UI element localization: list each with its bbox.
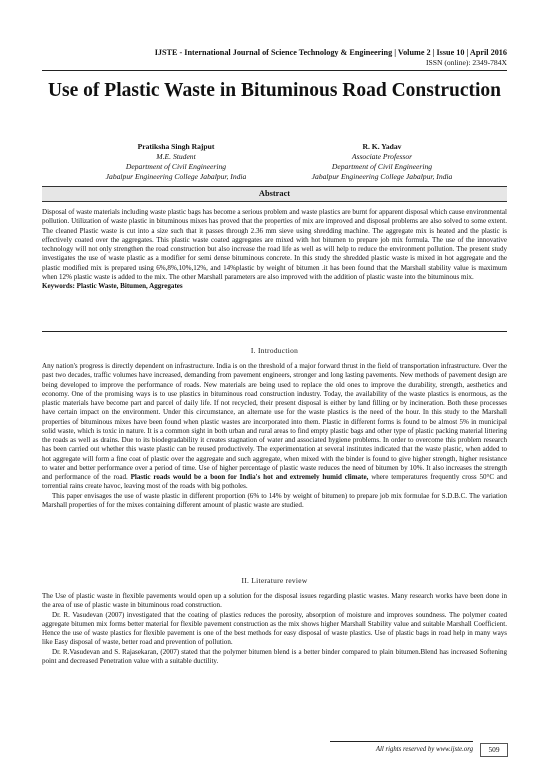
author-role: Associate Professor xyxy=(351,152,413,161)
author-college: Jabalpur Engineering College Jabalpur, India xyxy=(105,172,247,181)
keywords-label: Keywords: xyxy=(42,282,75,290)
author-2 xyxy=(282,142,482,182)
lit-paragraph-1: The Use of plastic waste in flexible pavements would open up a solution for the disposal issues regarding plastic wastes. Many research works have been done in the area of use of plastic waste in bituminous road construction. xyxy=(42,592,507,610)
page-number: 509 xyxy=(480,743,508,757)
header-rule xyxy=(42,70,507,71)
footer-rights: All rights reserved by www.ijste.org xyxy=(375,746,473,753)
footer-rule xyxy=(330,741,473,742)
intro-text: Any nation's progress is directly dependent on infrastructure. India is on the threshold of a major forward thrust in the field of transportation infrastructure. Over the past two decades, traffic volumes have increased, demanding from pavement engineers, stronger and long lasting pavements. New methods of pavement design are being developed to improve the performance of roads. New materials are being used to replace the old ones to improve the durability, strength, aesthetics and economy. One of the promising ways is to use plastics in bituminous road construction industry. Today, the availability of the waste plastics is enormous, as the plastic materials have become part and parcel of daily life. If not recycled, their present disposal is either by land filling or by incineration. Both these processes have certain impact on the environment. Under this circumstance, an alternate use for the waste plastics is the need of the hour. In this study to the Marshall properties of bituminous mixes have been found when plastic wastes are incorporated into them. Plastic in different forms is found to be almost 5% in municipal solid waste, which is toxic in nature. It is a common sight in both urban and rural areas to find empty plastic bags and other type of plastic packing material littering the roads as well as drains. Due to its biodegradability it creates stagnation of water and associated hygiene problems. In order to overcome this problem research has been carried out whether this waste plastic can be reused productively. The experimentation at several institutes indicated that the waste plastic, when added to hot aggregate will form a fine coat of plastic over the aggregate and such aggregate, when mixed with the binder is found to give higher strength, higher resistance to water and better performance over a period of time. Use of higher percentage of plastic waste reduces the need of bitumen by 10%. It also increases the strength and performance of the road. xyxy=(42,362,507,481)
journal-header: IJSTE - International Journal of Science Technology & Engineering | Volume 2 | Issue 10 | April 2016 xyxy=(154,48,507,57)
author-name: Pratiksha Singh Rajput xyxy=(137,142,215,151)
literature-body xyxy=(42,592,507,666)
abstract-heading: Abstract xyxy=(42,186,507,202)
lit-paragraph-2: Dr. R. Vasudevan (2007) investigated that the coating of plastics reduces the porosity, absorption of moisture and improves soundness. The polymer coated aggregate bitumen mix forms better material for flexible pavement construction as the mix shows higher Marshall Stability value and suitable Marshall Coefficient. Hence the use of waste plastics for flexible pavement is one of the best methods for easy disposal of waste plastics. Use of plastic bags in road help in many ways like Easy disposal of waste, better road and prevention of pollution. xyxy=(42,610,507,647)
abstract-rule xyxy=(42,331,507,332)
abstract-body xyxy=(42,208,507,291)
author-name: R. K. Yadav xyxy=(362,142,402,151)
lit-paragraph-3: Dr. R.Vasudevan and S. Rajasekaran, (2007) stated that the polymer bitumen blend is a better binder compared to plain bitumen.Blend has increased Softening point and decreased Penetration value with a suitable ductility. xyxy=(42,647,507,665)
author-college: Jabalpur Engineering College Jabalpur, India xyxy=(311,172,453,181)
keywords-value: Plastic Waste, Bitumen, Aggregates xyxy=(76,282,183,290)
literature-heading: II. Literature review xyxy=(241,576,308,585)
abstract-text: Disposal of waste materials including waste plastic bags has become a serious problem and waste plastics are burnt for apparent disposal which cause environmental pollution. Utilization of waste plastic in bituminous mixes has proved that the properties of mix are improved and disposal problems are also solved to some extent. The cleaned Plastic waste is cut into a size such that it passes through 2.36 mm sieve using shredding machine. The aggregate mix is heated and the plastic is effectively coated over the aggregates. This plastic waste coated aggregates are mixed with hot bitumen to prepare job mix formula. The use of the innovative technology will not only strengthen the road construction but also increase the road life as well as will help to reduce the environment pollution. The present study investigates the use of waste plastic as a modifier for semi dense bituminous concrete. In this study the shredded plastic waste is mixed in hot aggregate and the plastic modified mix is prepared using 6%,8%,10%,12%, and 14%plastic by weight of bitumen .it has been found that the Marshall stability value is maximum when 12% plastic waste is added to the mix. The other Marshall parameters are also improved with the addition of plastic waste into the bituminous mix. xyxy=(42,208,507,281)
intro-heading: I. Introduction xyxy=(250,346,299,355)
intro-bold-text: Plastic roads would be a boon for India's hot and extremely humid climate, xyxy=(130,473,369,481)
author-role: M.E. Student xyxy=(156,152,196,161)
intro-paragraph-2: This paper envisages the use of waste plastic in different proportion (6% to 14% by weight of bitumen) to prepare job mix formulae for S.D.B.C. The variation Marshall properties of for the mixes containing different amount of plastic waste are studied. xyxy=(42,491,507,509)
author-department: Department of Civil Engineering xyxy=(125,162,227,171)
introduction-body xyxy=(42,362,507,510)
author-department: Department of Civil Engineering xyxy=(331,162,433,171)
paper-title: Use of Plastic Waste in Bituminous Road Construction xyxy=(47,80,502,101)
issn-line: ISSN (online): 2349-784X xyxy=(426,58,507,67)
keywords-line xyxy=(42,282,507,291)
author-1 xyxy=(76,142,276,182)
intro-text-end: where temperatures frequently cross 50°C and torrential rains create havoc, leaving most of the roads with big potholes. xyxy=(42,473,507,491)
intro-paragraph-1 xyxy=(42,362,507,492)
